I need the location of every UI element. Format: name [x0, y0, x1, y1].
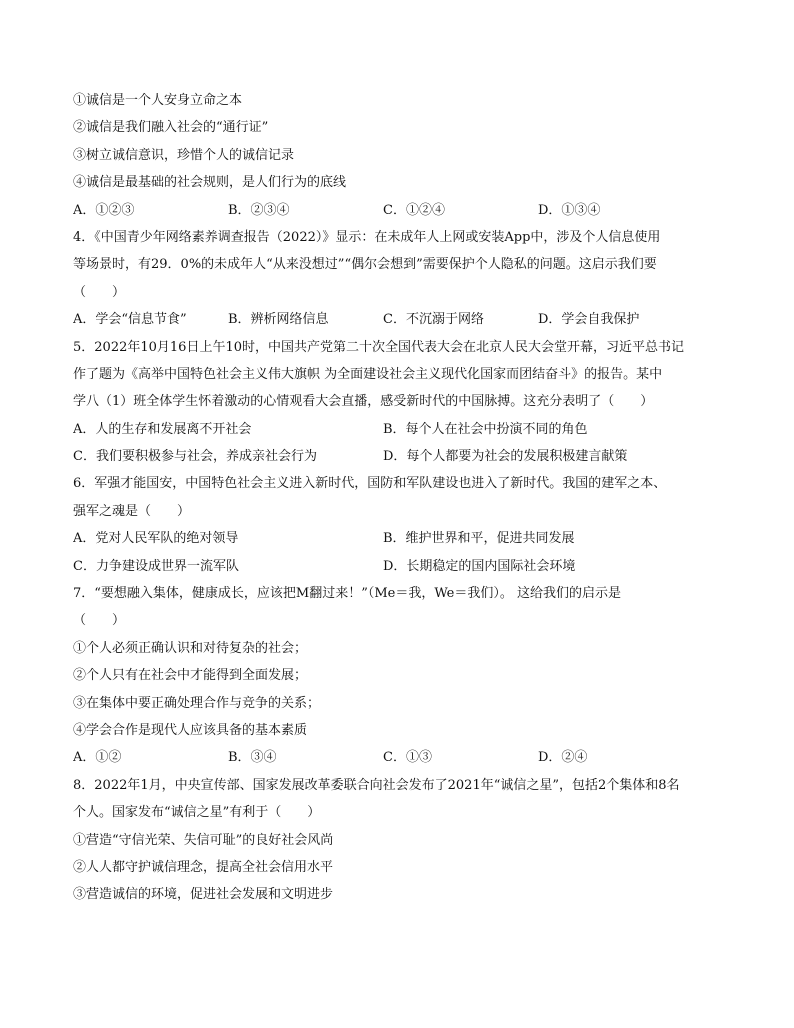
question-5 [73, 334, 733, 471]
question-4 [73, 224, 733, 334]
option-c: C．①②④ [383, 202, 445, 218]
option-c: C．不沉溺于网络 [383, 312, 484, 328]
statement-line: ②诚信是我们融入社会的“通行证” [73, 120, 269, 136]
question-text: 个人。国家发布“诚信之星”有利于（ ） [73, 805, 321, 821]
statement-line: ③树立诚信意识，珍惜个人的诚信记录 [73, 147, 295, 163]
statement-line: ②个人只有在社会中才能得到全面发展； [73, 668, 308, 684]
statement-line: ④学会合作是现代人应该具备的基本素质 [73, 722, 308, 738]
q4-options [73, 306, 733, 333]
q6-options-row-1 [73, 525, 733, 552]
option-d: D．长期稳定的国内国际社会环境 [383, 558, 576, 574]
option-a: A．①②③ [73, 202, 135, 218]
question-text: 等场景时，有29．0%的未成年人“从来没想过”“偶尔会想到”需要保护个人隐私的问题。这启示我们要 [73, 257, 657, 273]
option-b: B．②③④ [228, 202, 290, 218]
option-b: B．维护世界和平，促进共同发展 [383, 531, 575, 547]
option-b: B．辨析网络信息 [228, 312, 329, 328]
statement-line: ①个人必须正确认识和对待复杂的社会； [73, 640, 308, 656]
q5-options-row-2 [73, 443, 733, 470]
question-6 [73, 470, 733, 580]
option-b: B．每个人在社会中扮演不同的角色 [383, 421, 588, 437]
question-text: 5．2022年10月16日上午10时，中国共产党第二十次全国代表大会在北京人民大会堂开幕，习近平总书记 [73, 339, 684, 355]
option-d: D．②④ [538, 750, 588, 766]
option-d: D．学会自我保护 [538, 312, 640, 328]
q6-options-row-2 [73, 553, 733, 580]
statement-line: ③营造诚信的环境，促进社会发展和文明进步 [73, 887, 334, 903]
question-text: 作了题为《高举中国特色社会主义伟大旗帜 为全面建设社会主义现代化国家而团结奋斗》的报告。某中 [73, 366, 663, 382]
option-a: A．学会“信息节食” [73, 312, 187, 328]
question-content [73, 87, 733, 909]
option-d: D．每个人都要为社会的发展积极建言献策 [383, 449, 628, 465]
q3-options [73, 197, 733, 224]
question-text: 6．军强才能国安，中国特色社会主义进入新时代，国防和军队建设也进入了新时代。我国的建军之本、 [73, 476, 667, 492]
question-text: 4．《中国青少年网络素养调查报告（2022）》显示：在未成年人上网或安装App中，涉及个人信息使用 [73, 229, 661, 245]
question-text: 7．“要想融入集体，健康成长，应该把M翻过来！”（Me＝我，We＝我们）。 这给我们的启示是 [73, 586, 622, 602]
statement-line: ②人人都守护诚信理念，提高全社会信用水平 [73, 859, 334, 875]
question-7 [73, 580, 733, 772]
q3-statements [73, 87, 733, 197]
option-a: A．①② [73, 750, 122, 766]
q5-options-row-1 [73, 416, 733, 443]
q7-options [73, 744, 733, 771]
statement-line: ③在集体中要正确处理合作与竞争的关系； [73, 695, 321, 711]
option-c: C．力争建设成世界一流军队 [73, 558, 239, 574]
option-a: A．人的生存和发展离不开社会 [73, 421, 252, 437]
answer-blank: （ ） [73, 284, 126, 300]
option-a: A．党对人民军队的绝对领导 [73, 531, 239, 547]
statement-line: ①营造“守信光荣、失信可耻”的良好社会风尚 [73, 832, 334, 848]
statement-line: ④诚信是最基础的社会规则，是人们行为的底线 [73, 175, 347, 191]
question-8 [73, 772, 733, 909]
question-text: 8．2022年1月，中央宣传部、国家发展改革委联合向社会发布了2021年“诚信之星”，包括2个集体和8名 [73, 777, 680, 793]
option-d: D．①③④ [538, 202, 601, 218]
option-c: C．我们要积极参与社会，养成亲社会行为 [73, 449, 317, 465]
question-text: 强军之魂是（ ） [73, 503, 191, 519]
option-b: B．③④ [228, 750, 277, 766]
statement-line: ①诚信是一个人安身立命之本 [73, 93, 243, 108]
answer-blank: （ ） [73, 613, 126, 629]
question-text: 学八（1）班全体学生怀着激动的心情观看大会直播，感受新时代的中国脉搏。这充分表明了（ ） [73, 394, 654, 410]
option-c: C．①③ [383, 750, 432, 766]
